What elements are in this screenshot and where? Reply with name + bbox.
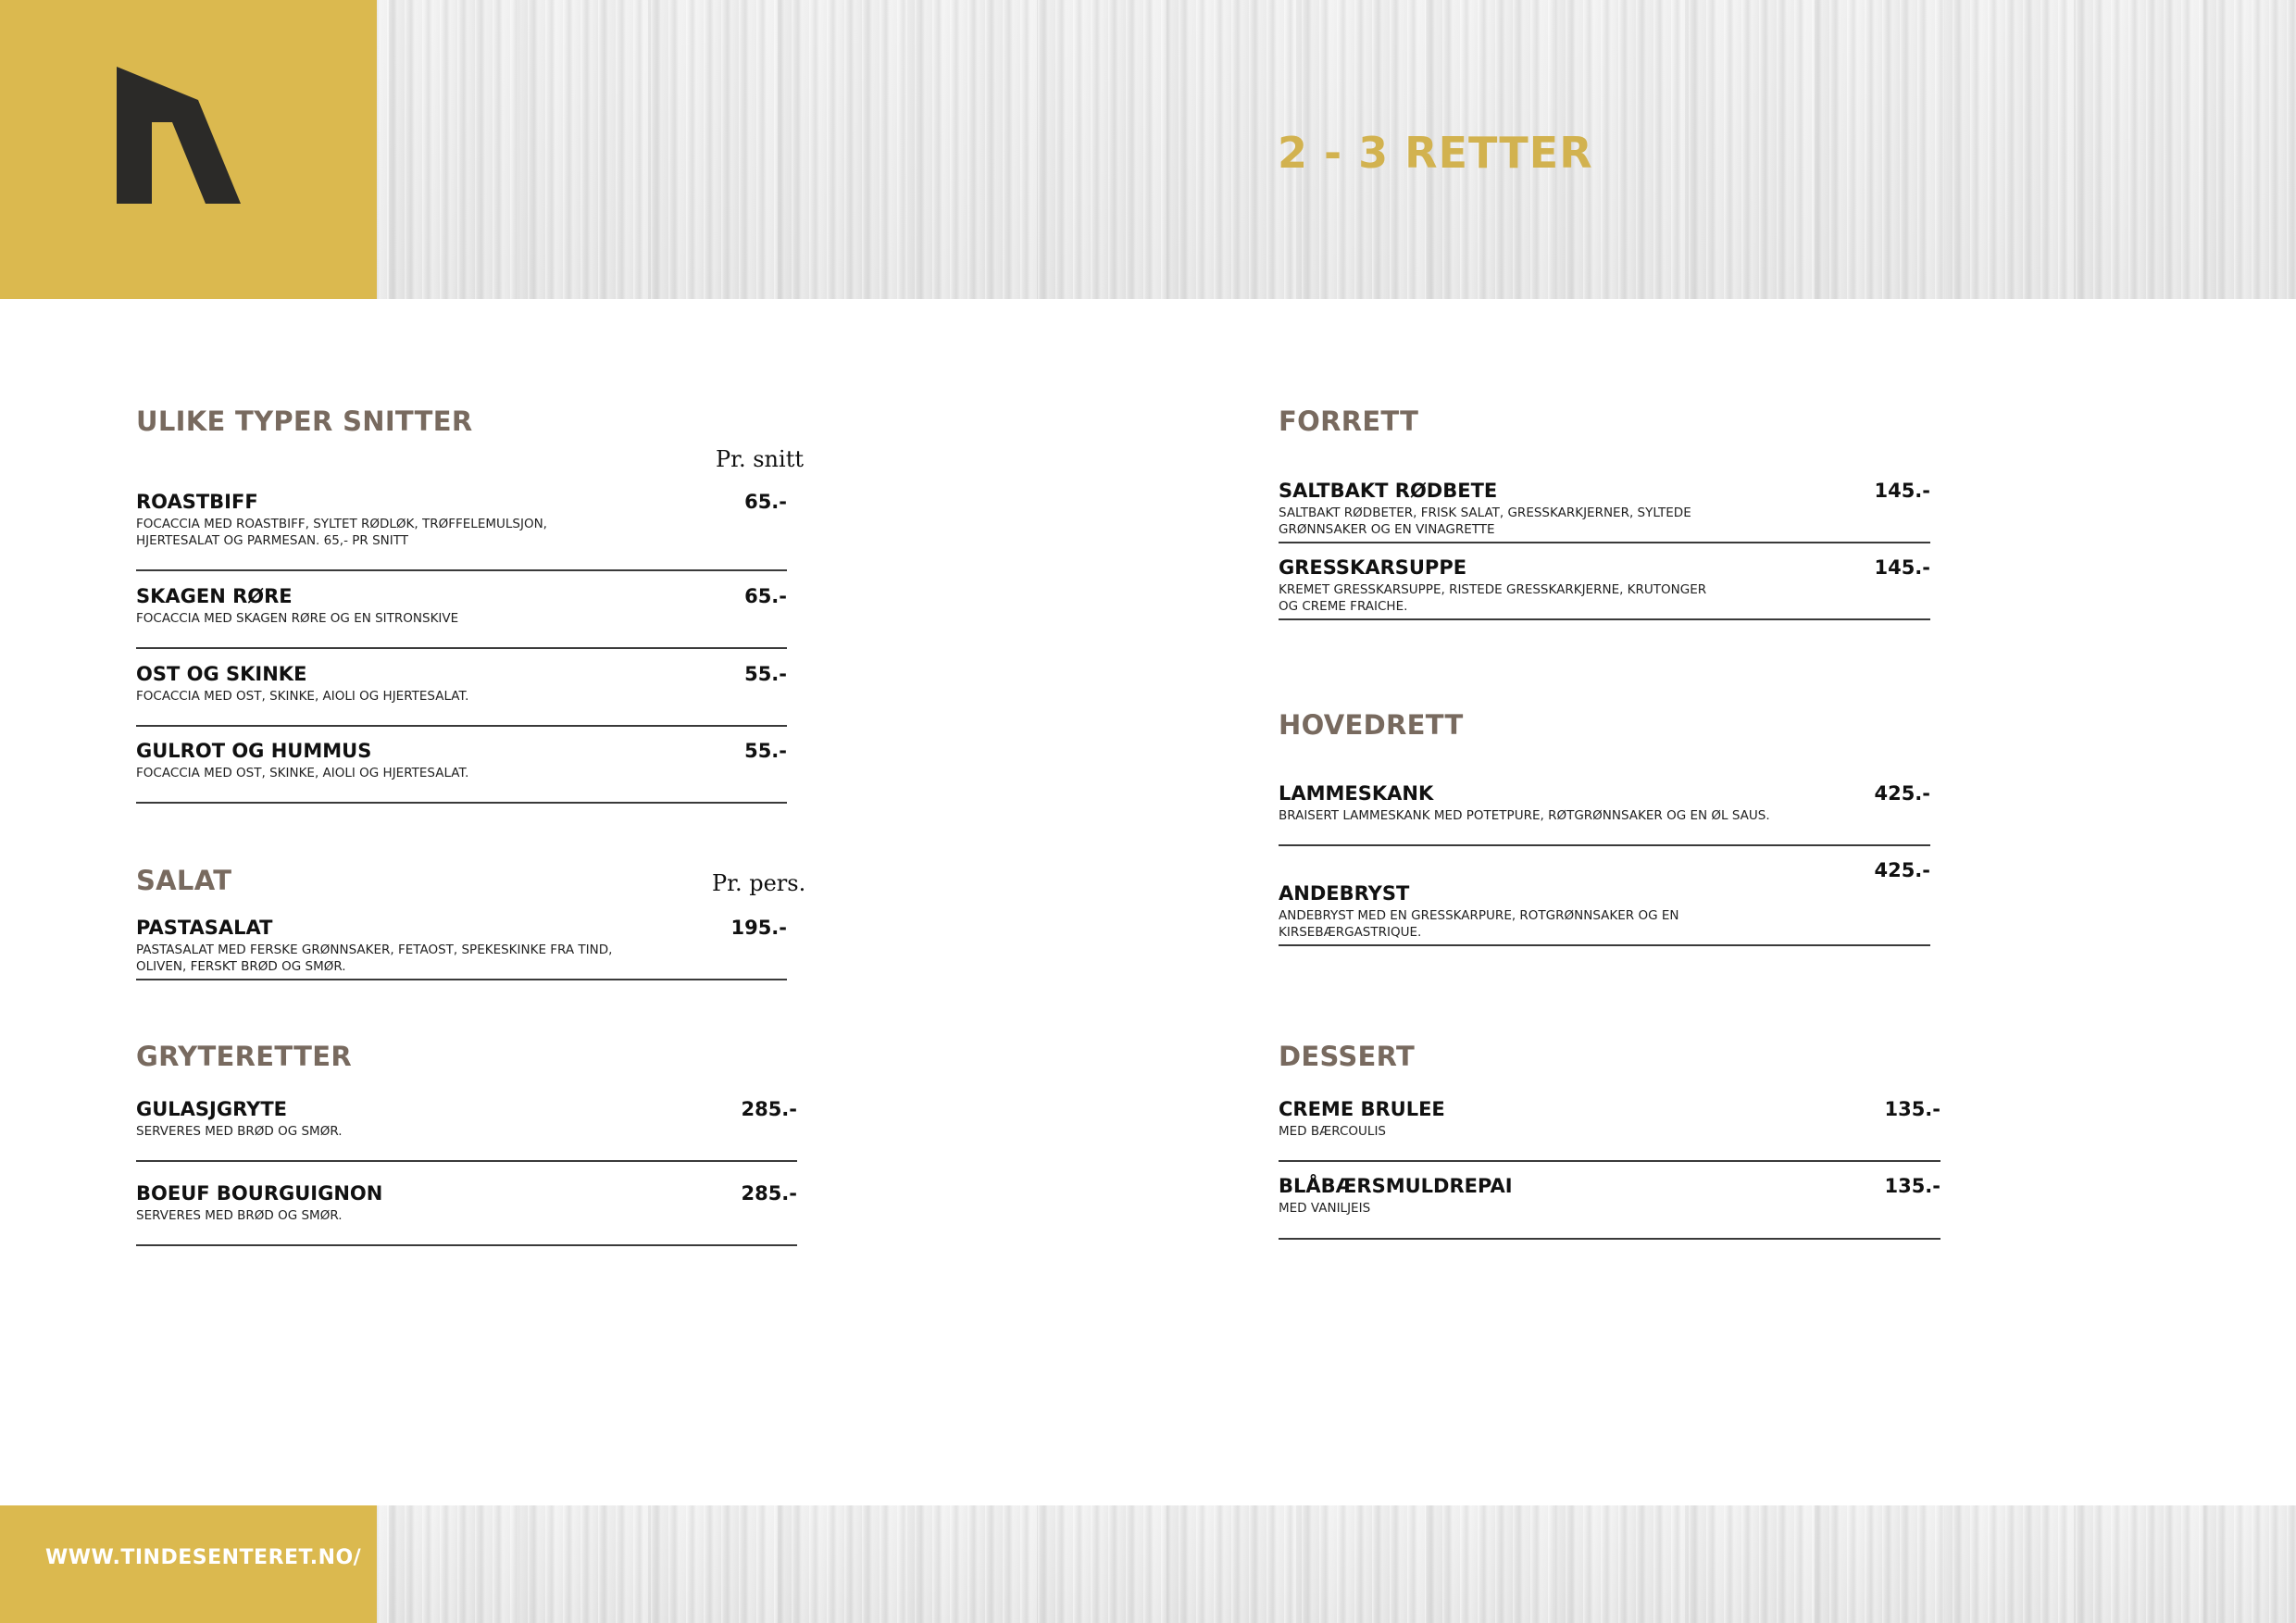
footer-banner	[0, 1505, 2296, 1623]
item-divider	[1279, 618, 1930, 620]
item-divider	[1279, 1238, 1940, 1240]
item-price: 145.-	[1874, 480, 1930, 502]
item-price: 285.-	[741, 1098, 797, 1120]
item-name: ROASTBIFF	[136, 491, 258, 513]
item-name: CREME BRULEE	[1279, 1098, 1445, 1120]
section-title-dessert: DESSERT	[1279, 1041, 1416, 1072]
item-description: FOCACCIA MED SKAGEN RØRE OG EN SITRONSKIVE	[136, 611, 459, 626]
section-title-hovedrett: HOVEDRETT	[1279, 709, 1464, 741]
item-price: 135.-	[1884, 1175, 1940, 1197]
section-title-salat: SALAT	[136, 865, 232, 896]
item-name: SALTBAKT RØDBETE	[1279, 480, 1498, 502]
item-description: FOCACCIA MED ROASTBIFF, SYLTET RØDLØK, TRØFFELEMULSJON, HJERTESALAT OG PARMESAN. 65,- PR SNITT	[136, 517, 547, 548]
menu-item-blabaersmuldrepai	[1279, 1175, 1940, 1221]
item-divider	[136, 802, 787, 804]
item-divider	[1279, 844, 1930, 846]
page-title: 2 - 3 RETTER	[1278, 128, 1593, 178]
item-description: PASTASALAT MED FERSKE GRØNNSAKER, FETAOST, SPEKESKINKE FRA TIND, OLIVEN, FERSKT BRØD OG SMØR.	[136, 943, 613, 974]
item-price: 425.-	[1874, 859, 1930, 881]
section-title-forrett: FORRETT	[1279, 406, 1419, 437]
item-name: PASTASALAT	[136, 917, 273, 939]
item-description: ANDEBRYST MED EN GRESSKARPURE, ROTGRØNNSAKER OG EN KIRSEBÆRGASTRIQUE.	[1279, 908, 1679, 940]
item-price: 145.-	[1874, 556, 1930, 579]
item-description: SERVERES MED BRØD OG SMØR.	[136, 1208, 343, 1223]
menu-item-gulrot-og-hummus	[136, 740, 787, 786]
item-price: 55.-	[744, 663, 787, 685]
item-name: LAMMESKANK	[1279, 782, 1434, 805]
item-divider	[1279, 1160, 1940, 1162]
item-price: 65.-	[744, 585, 787, 607]
item-description: FOCACCIA MED OST, SKINKE, AIOLI OG HJERTESALAT.	[136, 689, 469, 704]
item-price: 55.-	[744, 740, 787, 762]
menu-item-boeuf-bourguignon	[136, 1182, 797, 1229]
unit-note-snitter: Pr. snitt	[716, 446, 804, 472]
item-price: 425.-	[1874, 782, 1930, 805]
header-banner	[0, 0, 2296, 299]
section-title-gryteretter: GRYTERETTER	[136, 1041, 352, 1072]
menu-item-skagen-rore	[136, 585, 787, 631]
item-price: 285.-	[741, 1182, 797, 1205]
item-price: 195.-	[730, 917, 787, 939]
item-description: BRAISERT LAMMESKANK MED POTETPURE, RØTGRØNNSAKER OG EN ØL SAUS.	[1279, 808, 1770, 823]
item-name: OST OG SKINKE	[136, 663, 307, 685]
item-name: GULASJGRYTE	[136, 1098, 287, 1120]
menu-item-creme-brulee	[1279, 1098, 1940, 1144]
item-description: SALTBAKT RØDBETER, FRISK SALAT, GRESSKARKJERNER, SYLTEDE GRØNNSAKER OG EN VINAGRETTE	[1279, 506, 1691, 537]
item-divider	[1279, 944, 1930, 946]
menu-item-lammeskank	[1279, 782, 1930, 845]
item-name: SKAGEN RØRE	[136, 585, 293, 607]
menu-item-saltbakt-rodbete	[1279, 480, 1930, 543]
menu-item-ost-og-skinke	[136, 663, 787, 709]
unit-note-salat: Pr. pers.	[712, 870, 806, 896]
item-name: ANDEBRYST	[1279, 882, 1410, 905]
item-divider	[136, 1244, 797, 1246]
footer-url-block	[0, 1505, 377, 1623]
menu-item-roastbiff	[136, 491, 787, 565]
section-title-snitter: ULIKE TYPER SNITTER	[136, 406, 473, 437]
item-price: 65.-	[744, 491, 787, 513]
website-link[interactable]: WWW.TINDESENTERET.NO/	[45, 1546, 362, 1569]
tinde-logo-icon	[117, 67, 241, 204]
item-name: GRESSKARSUPPE	[1279, 556, 1467, 579]
menu-item-gresskarsuppe	[1279, 556, 1930, 619]
item-name: BOEUF BOURGUIGNON	[136, 1182, 383, 1205]
item-divider	[136, 647, 787, 649]
item-description: FOCACCIA MED OST, SKINKE, AIOLI OG HJERTESALAT.	[136, 766, 469, 780]
menu-item-gulasjgryte	[136, 1098, 797, 1144]
item-name: BLÅBÆRSMULDREPAI	[1279, 1175, 1513, 1197]
logo-block	[0, 0, 377, 299]
item-divider	[1279, 542, 1930, 543]
item-description: MED BÆRCOULIS	[1279, 1124, 1386, 1139]
item-name: GULROT OG HUMMUS	[136, 740, 372, 762]
item-description: MED VANILJEIS	[1279, 1201, 1371, 1216]
item-divider	[136, 979, 787, 980]
item-price: 135.-	[1884, 1098, 1940, 1120]
menu-item-andebryst	[1279, 859, 1930, 943]
item-description: KREMET GRESSKARSUPPE, RISTEDE GRESSKARKJERNE, KRUTONGER OG CREME FRAICHE.	[1279, 582, 1707, 614]
menu-item-pastasalat	[136, 917, 787, 980]
item-description: SERVERES MED BRØD OG SMØR.	[136, 1124, 343, 1139]
item-divider	[136, 725, 787, 727]
item-divider	[136, 569, 787, 571]
item-divider	[136, 1160, 797, 1162]
